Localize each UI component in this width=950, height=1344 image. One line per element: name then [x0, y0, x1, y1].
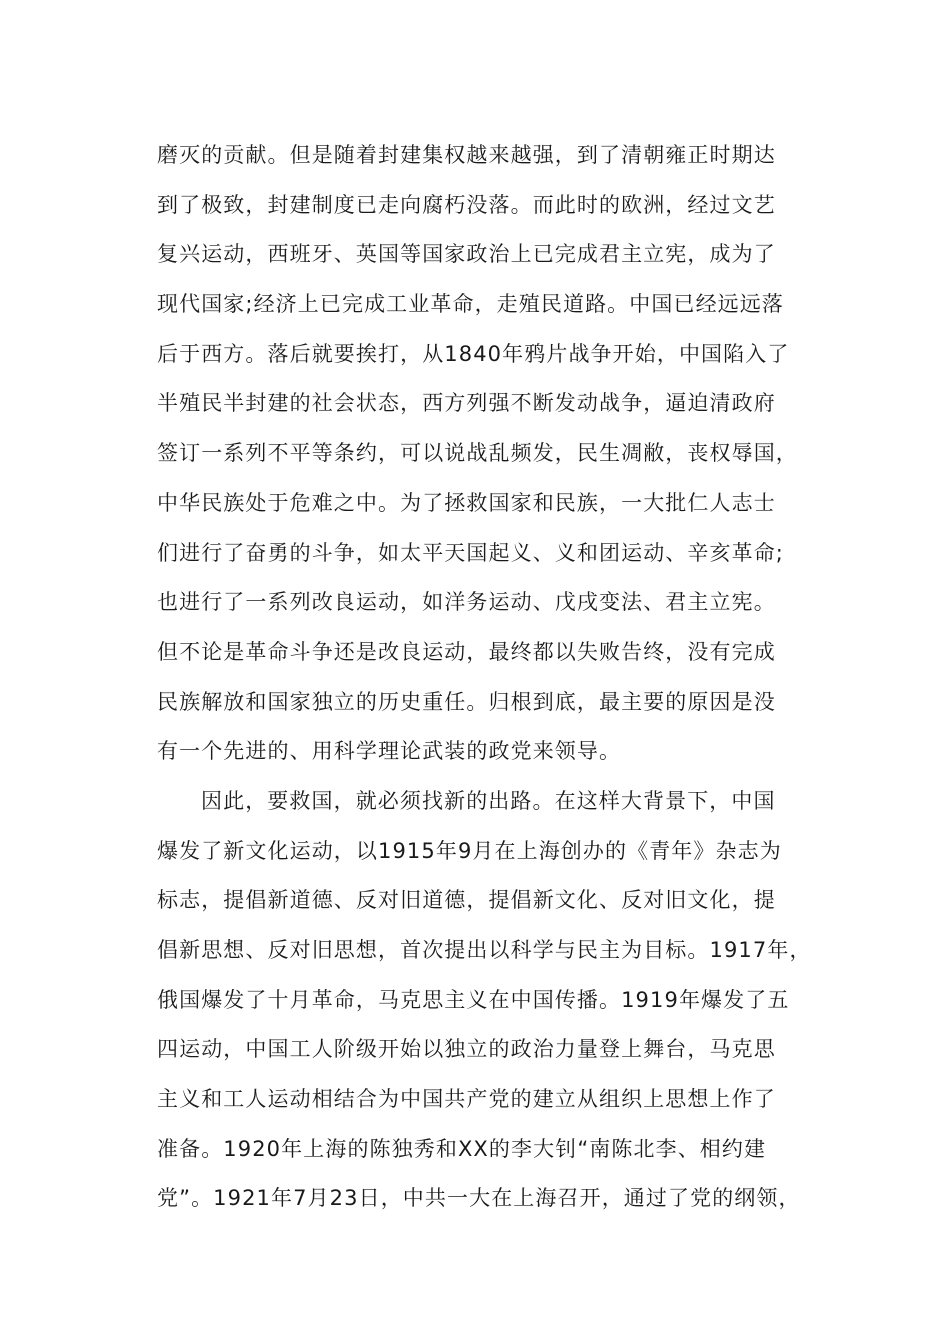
text-line: 主义和工人运动相结合为中国共产党的建立从组织上思想上作了 — [157, 1087, 776, 1112]
document-body — [157, 131, 817, 1224]
text-line: 现代国家;经济上已完成工业革命，走殖民道路。中国已经远远落 — [157, 292, 784, 317]
text-line: 也进行了一系列改良运动，如洋务运动、戊戌变法、君主立宪。 — [157, 590, 776, 615]
text-line: 们进行了奋勇的斗争，如太平天国起义、义和团运动、辛亥革命; — [157, 540, 784, 565]
text-line: 中华民族处于危难之中。为了拯救国家和民族，一大批仁人志士 — [157, 490, 776, 515]
text-line: 爆发了新文化运动，以1915年9月在上海创办的《青年》杂志为 — [157, 838, 782, 863]
text-line: 俄国爆发了十月革命，马克思主义在中国传播。1919年爆发了五 — [157, 987, 790, 1012]
text-line: 标志，提倡新道德、反对旧道德，提倡新文化、反对旧文化，提 — [157, 888, 776, 913]
text-line: 有一个先进的、用科学理论武装的政党来领导。 — [157, 739, 622, 764]
text-line: 复兴运动，西班牙、英国等国家政治上已完成君主立宪，成为了 — [157, 242, 776, 267]
text-line: 民族解放和国家独立的历史重任。归根到底，最主要的原因是没 — [157, 689, 776, 714]
text-line: 党”。1921年7月23日，中共一大在上海召开，通过了党的纲领， — [157, 1186, 801, 1211]
text-line: 签订一系列不平等条约，可以说战乱频发，民生凋敝，丧权辱国， — [157, 441, 798, 466]
text-line: 四运动，中国工人阶级开始以独立的政治力量登上舞台，马克思 — [157, 1037, 776, 1062]
text-line: 磨灭的贡献。但是随着封建集权越来越强，到了清朝雍正时期达 — [157, 143, 776, 167]
text-line: 准备。1920年上海的陈独秀和XX的李大钊“南陈北李、相约建 — [157, 1136, 767, 1161]
text-line: 倡新思想、反对旧思想，首次提出以科学与民主为目标。1917年， — [157, 938, 812, 962]
text-line: 但不论是革命斗争还是改良运动，最终都以失败告终，没有完成 — [157, 639, 776, 664]
text-line: 后于西方。落后就要挨打，从1840年鸦片战争开始，中国陷入了 — [157, 341, 790, 366]
text-line: 半殖民半封建的社会状态，西方列强不断发动战争，逼迫清政府 — [157, 391, 776, 416]
paragraph-start-line: 因此，要救国，就必须找新的出路。在这样大背景下，中国 — [201, 788, 776, 813]
text-line: 到了极致，封建制度已走向腐朽没落。而此时的欧洲，经过文艺 — [157, 192, 776, 217]
